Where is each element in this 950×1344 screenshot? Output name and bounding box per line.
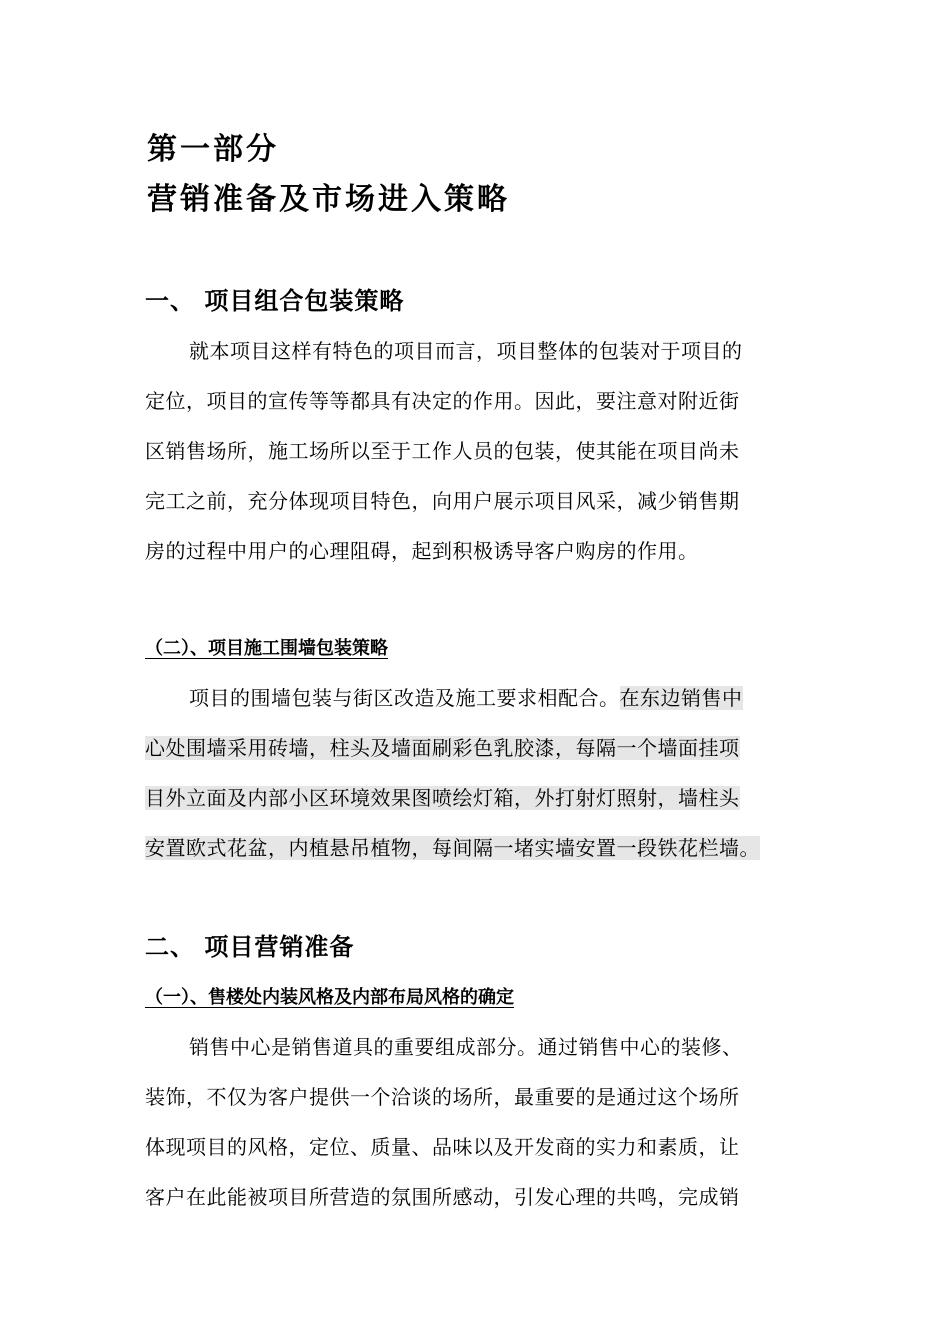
sub-heading-sales-office-style: （一）、售楼处内装风格及内部布局风格的确定 (145, 987, 514, 1008)
paragraph-line (145, 723, 810, 773)
paragraph-text: 项目的围墙包装与街区改造及施工要求相配合。 (189, 686, 620, 710)
paragraph-line (145, 673, 810, 723)
part-subtitle: 营销准备及市场进入策略 (147, 182, 510, 217)
paragraph-line: 完工之前，充分体现项目特色，向用户展示项目风采，减少销售期 (145, 489, 740, 513)
wall-packaging-paragraph (145, 673, 810, 873)
paragraph-line: 客户在此能被项目所营造的氛围所感动，引发心理的共鸣，完成销 (145, 1185, 740, 1209)
highlighted-text: 安置欧式花盆，内植悬吊植物，每间隔一堵实墙安置一段铁花栏墙。 (145, 836, 760, 860)
paragraph-line: 装饰，不仅为客户提供一个洽谈的场所，最重要的是通过这个场所 (145, 1085, 740, 1109)
paragraph-line: 区销售场所，施工场所以至于工作人员的包装，使其能在项目尚未 (145, 439, 740, 463)
highlighted-text: 心处围墙采用砖墙，柱头及墙面刷彩色乳胶漆，每隔一个墙面挂项 (145, 736, 740, 760)
sales-office-paragraph (145, 1022, 810, 1222)
highlighted-text: 目外立面及内部小区环境效果图喷绘灯箱，外打射灯照射，墙柱头 (145, 786, 740, 810)
highlighted-text: 在东边销售中 (619, 686, 743, 710)
paragraph-line: 销售中心是销售道具的重要组成部分。通过销售中心的装修、 (189, 1035, 743, 1059)
part-title: 第一部分 (147, 132, 279, 167)
paragraph-line: 定位，项目的宣传等等都具有决定的作用。因此，要注意对附近街 (145, 389, 740, 413)
paragraph-line (145, 823, 810, 873)
sub-heading-wall-packaging: （二）、项目施工围墙包装策略 (145, 638, 388, 659)
paragraph-line: 就本项目这样有特色的项目而言，项目整体的包装对于项目的 (189, 339, 743, 363)
section-heading-2: 二、 项目营销准备 (145, 933, 355, 961)
section1-paragraph (145, 326, 810, 576)
paragraph-line: 体现项目的风格，定位、质量、品味以及开发商的实力和素质，让 (145, 1135, 740, 1159)
paragraph-line (145, 773, 810, 823)
paragraph-line: 房的过程中用户的心理阻碍，起到积极诱导客户购房的作用。 (145, 539, 699, 563)
section-heading-1: 一、 项目组合包装策略 (145, 287, 405, 315)
